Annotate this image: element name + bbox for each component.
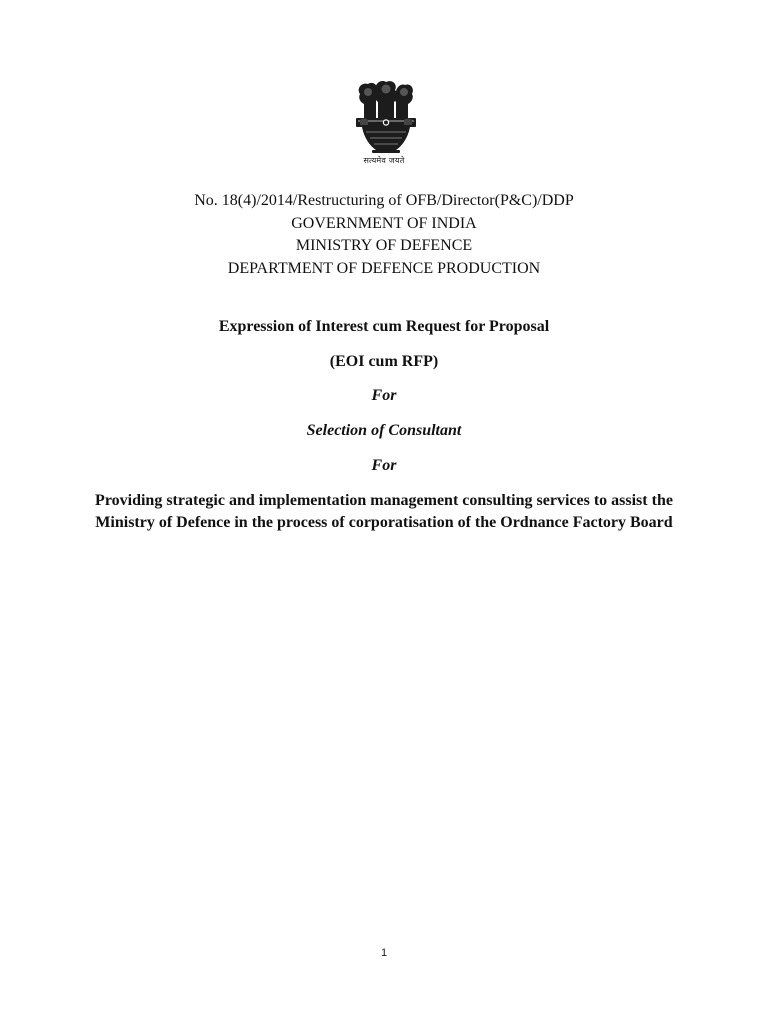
ministry-heading: MINISTRY OF DEFENCE bbox=[295, 237, 473, 254]
for-connector-2: For bbox=[371, 457, 397, 474]
government-heading: GOVERNMENT OF INDIA bbox=[291, 214, 477, 232]
purpose-statement: Providing strategic and implementation management consulting services to assist the Ministry of Defence in the process of corporatisation of the Ordnance Factory Board bbox=[95, 492, 673, 531]
document-header bbox=[0, 190, 768, 280]
document-title-abbreviation: (EOI cum RFP) bbox=[329, 353, 439, 370]
document-title: Expression of Interest cum Request for Proposal bbox=[218, 318, 550, 335]
for-connector-1: For bbox=[371, 387, 397, 404]
department-heading: DEPARTMENT OF DEFENCE PRODUCTION bbox=[227, 259, 541, 277]
selection-subtitle: Selection of Consultant bbox=[306, 422, 462, 439]
page-number: 1 bbox=[380, 947, 388, 959]
national-emblem-icon bbox=[316, 80, 452, 166]
reference-number: No. 18(4)/2014/Restructuring of OFB/Director(P&C)/DDP bbox=[194, 192, 574, 209]
emblem-motto: सत्यमेव जयते bbox=[363, 156, 405, 165]
